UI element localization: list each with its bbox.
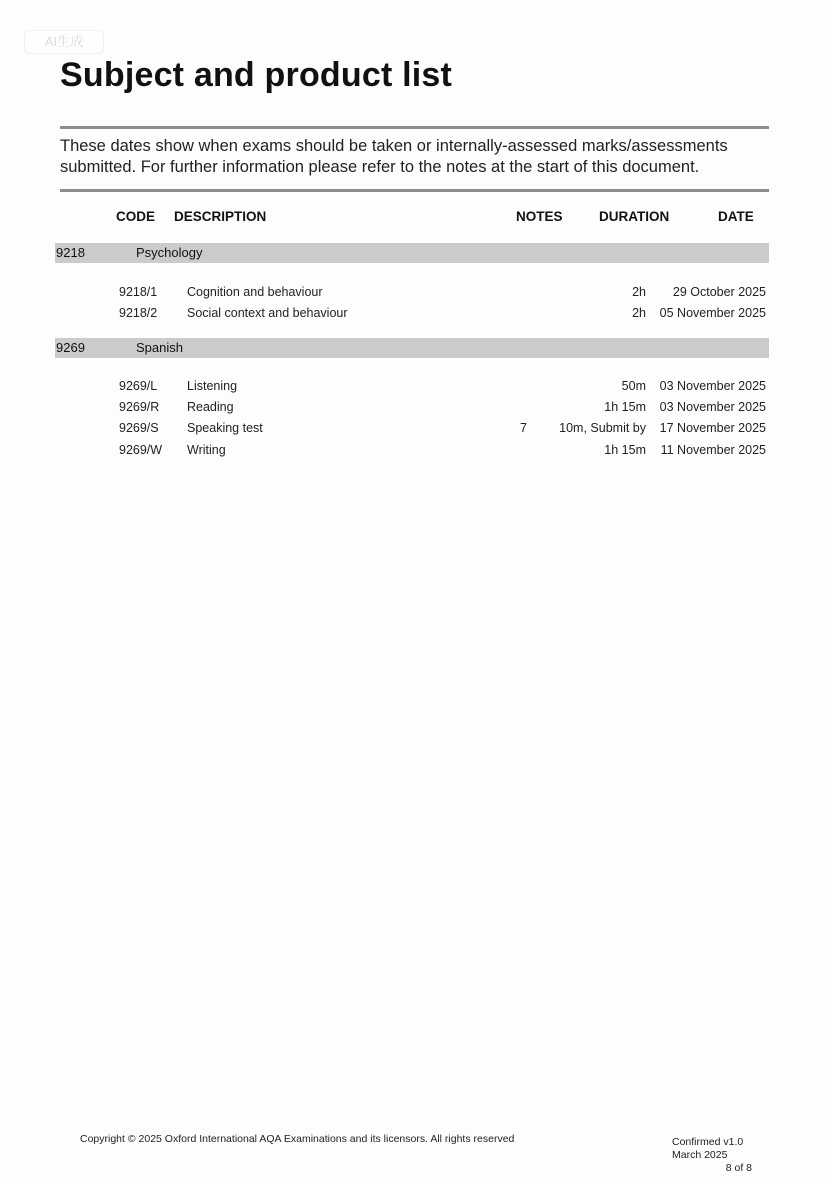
component-row xyxy=(0,421,832,439)
footer-status: Confirmed v1.0 xyxy=(672,1136,744,1148)
component-row xyxy=(0,379,832,397)
component-date: 03 November 2025 xyxy=(659,379,766,393)
component-duration: 2h xyxy=(632,285,646,299)
component-code: 9269/R xyxy=(119,400,160,414)
component-description: Speaking test xyxy=(187,421,263,435)
footer-date: March 2025 xyxy=(672,1149,728,1161)
component-date: 17 November 2025 xyxy=(659,421,766,435)
footer-copyright: Copyright © 2025 Oxford International AQA Examinations and its licensors. All rights reserved xyxy=(80,1133,515,1145)
page-title: Subject and product list xyxy=(60,56,453,94)
subject-name: Psychology xyxy=(136,245,203,260)
component-notes: 7 xyxy=(520,421,527,435)
subject-band-psychology xyxy=(55,243,769,263)
component-row xyxy=(0,443,832,461)
header-date: DATE xyxy=(718,209,754,224)
component-date: 05 November 2025 xyxy=(659,306,766,320)
component-code: 9218/2 xyxy=(119,306,158,320)
component-date: 11 November 2025 xyxy=(660,443,766,457)
component-description: Cognition and behaviour xyxy=(187,285,323,299)
component-row xyxy=(0,306,832,324)
subject-band-spanish xyxy=(55,338,769,358)
intro-text: These dates show when exams should be taken or internally-assessed marks/assessments submitted. For further information please refer to the notes at the start of this document. xyxy=(60,137,728,176)
component-code: 9269/S xyxy=(119,421,159,435)
component-duration: 1h 15m xyxy=(604,400,646,414)
header-code: CODE xyxy=(116,209,156,224)
component-code: 9218/1 xyxy=(119,285,158,299)
component-row xyxy=(0,285,832,303)
component-row xyxy=(0,400,832,418)
footer-page-number: 8 of 8 xyxy=(725,1162,752,1174)
ai-generated-watermark: AI生成 xyxy=(24,30,104,54)
footer-meta xyxy=(672,1136,752,1175)
component-code: 9269/W xyxy=(119,443,163,457)
component-duration: 10m, Submit by xyxy=(559,421,646,435)
component-duration: 50m xyxy=(621,379,646,393)
component-date: 03 November 2025 xyxy=(659,400,766,414)
intro-bottom-rule xyxy=(60,189,769,192)
header-duration: DURATION xyxy=(599,209,670,224)
component-description: Listening xyxy=(187,379,238,393)
component-description: Social context and behaviour xyxy=(187,306,348,320)
top-rule xyxy=(60,126,769,129)
subject-code: 9218 xyxy=(56,245,85,260)
subject-name: Spanish xyxy=(136,340,183,355)
component-description: Writing xyxy=(187,443,226,457)
component-date: 29 October 2025 xyxy=(672,285,766,299)
header-notes: NOTES xyxy=(516,209,563,224)
header-description: DESCRIPTION xyxy=(174,209,267,224)
component-duration: 2h xyxy=(632,306,646,320)
component-code: 9269/L xyxy=(119,379,158,393)
subject-code: 9269 xyxy=(56,340,85,355)
component-duration: 1h 15m xyxy=(604,443,646,457)
component-description: Reading xyxy=(187,400,234,414)
